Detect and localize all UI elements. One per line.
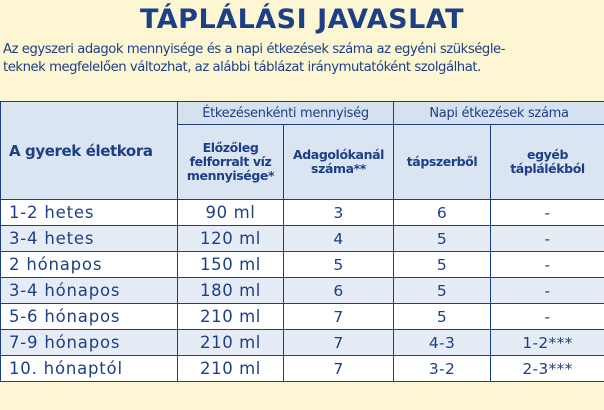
scoops-column-header: [284, 125, 394, 200]
water-cell: 90 ml: [178, 200, 284, 226]
other-header-line-1: egyéb: [527, 147, 568, 162]
other-food-cell: -: [491, 304, 604, 330]
scoops-cell: 4: [284, 226, 394, 252]
water-cell: 210 ml: [178, 356, 284, 382]
water-header-line-2: felforralt víz: [189, 154, 272, 169]
feeding-table: [0, 101, 604, 382]
table-row: [1, 278, 604, 304]
intro-text: [3, 41, 603, 77]
scoops-header-line-1: Adagolókanál: [292, 147, 385, 162]
table-row: [1, 356, 604, 382]
other-food-column-header: [491, 125, 604, 200]
scoops-cell: 6: [284, 278, 394, 304]
table-row: [1, 330, 604, 356]
intro-line-2: teknek megfelelően változhat, az alábbi táblázat iránymutatóként szolgálhat.: [3, 60, 481, 75]
age-cell: 3-4 hetes: [1, 226, 178, 252]
footnote-cutoff: [3, 403, 603, 410]
formula-cell: 5: [394, 278, 491, 304]
scoops-cell: 7: [284, 356, 394, 382]
table-row: [1, 226, 604, 252]
table-row: [1, 200, 604, 226]
water-header-line-3: mennyisége*: [186, 168, 275, 183]
table-row: [1, 252, 604, 278]
table-row: [1, 304, 604, 330]
other-food-cell: -: [491, 278, 604, 304]
formula-column-header: tápszerből: [394, 125, 491, 200]
daily-group-header: Napi étkezések száma: [394, 102, 604, 125]
table-body: [1, 200, 604, 382]
water-cell: 150 ml: [178, 252, 284, 278]
water-cell: 210 ml: [178, 304, 284, 330]
intro-line-1: Az egyszeri adagok mennyisége és a napi étkezések száma az egyéni szükségle-: [3, 42, 506, 57]
scoops-cell: 5: [284, 252, 394, 278]
page-title: TÁPLÁLÁSI JAVASLAT: [139, 4, 465, 35]
group-header-row: [1, 102, 604, 125]
formula-cell: 6: [394, 200, 491, 226]
age-cell: 3-4 hónapos: [1, 278, 178, 304]
formula-cell: 5: [394, 226, 491, 252]
other-header-line-2: táplálékból: [510, 161, 585, 176]
other-food-cell: -: [491, 200, 604, 226]
other-food-cell: 1-2***: [491, 330, 604, 356]
age-cell: 7-9 hónapos: [1, 330, 178, 356]
other-food-cell: -: [491, 252, 604, 278]
age-cell: 10. hónaptól: [1, 356, 178, 382]
other-food-cell: 2-3***: [491, 356, 604, 382]
formula-cell: 3-2: [394, 356, 491, 382]
formula-cell: 5: [394, 252, 491, 278]
scoops-cell: 7: [284, 304, 394, 330]
age-column-header: A gyerek életkora: [1, 102, 178, 200]
water-cell: 120 ml: [178, 226, 284, 252]
age-cell: 1-2 hetes: [1, 200, 178, 226]
water-cell: 180 ml: [178, 278, 284, 304]
per-meal-group-header: Étkezésenkénti mennyiség: [178, 102, 394, 125]
other-food-cell: -: [491, 226, 604, 252]
scoops-cell: 3: [284, 200, 394, 226]
water-column-header: [178, 125, 284, 200]
scoops-header-line-2: száma**: [311, 161, 366, 176]
formula-cell: 4-3: [394, 330, 491, 356]
scoops-cell: 7: [284, 330, 394, 356]
water-cell: 210 ml: [178, 330, 284, 356]
water-header-line-1: Előzőleg: [202, 140, 259, 155]
age-cell: 5-6 hónapos: [1, 304, 178, 330]
formula-cell: 5: [394, 304, 491, 330]
age-cell: 2 hónapos: [1, 252, 178, 278]
